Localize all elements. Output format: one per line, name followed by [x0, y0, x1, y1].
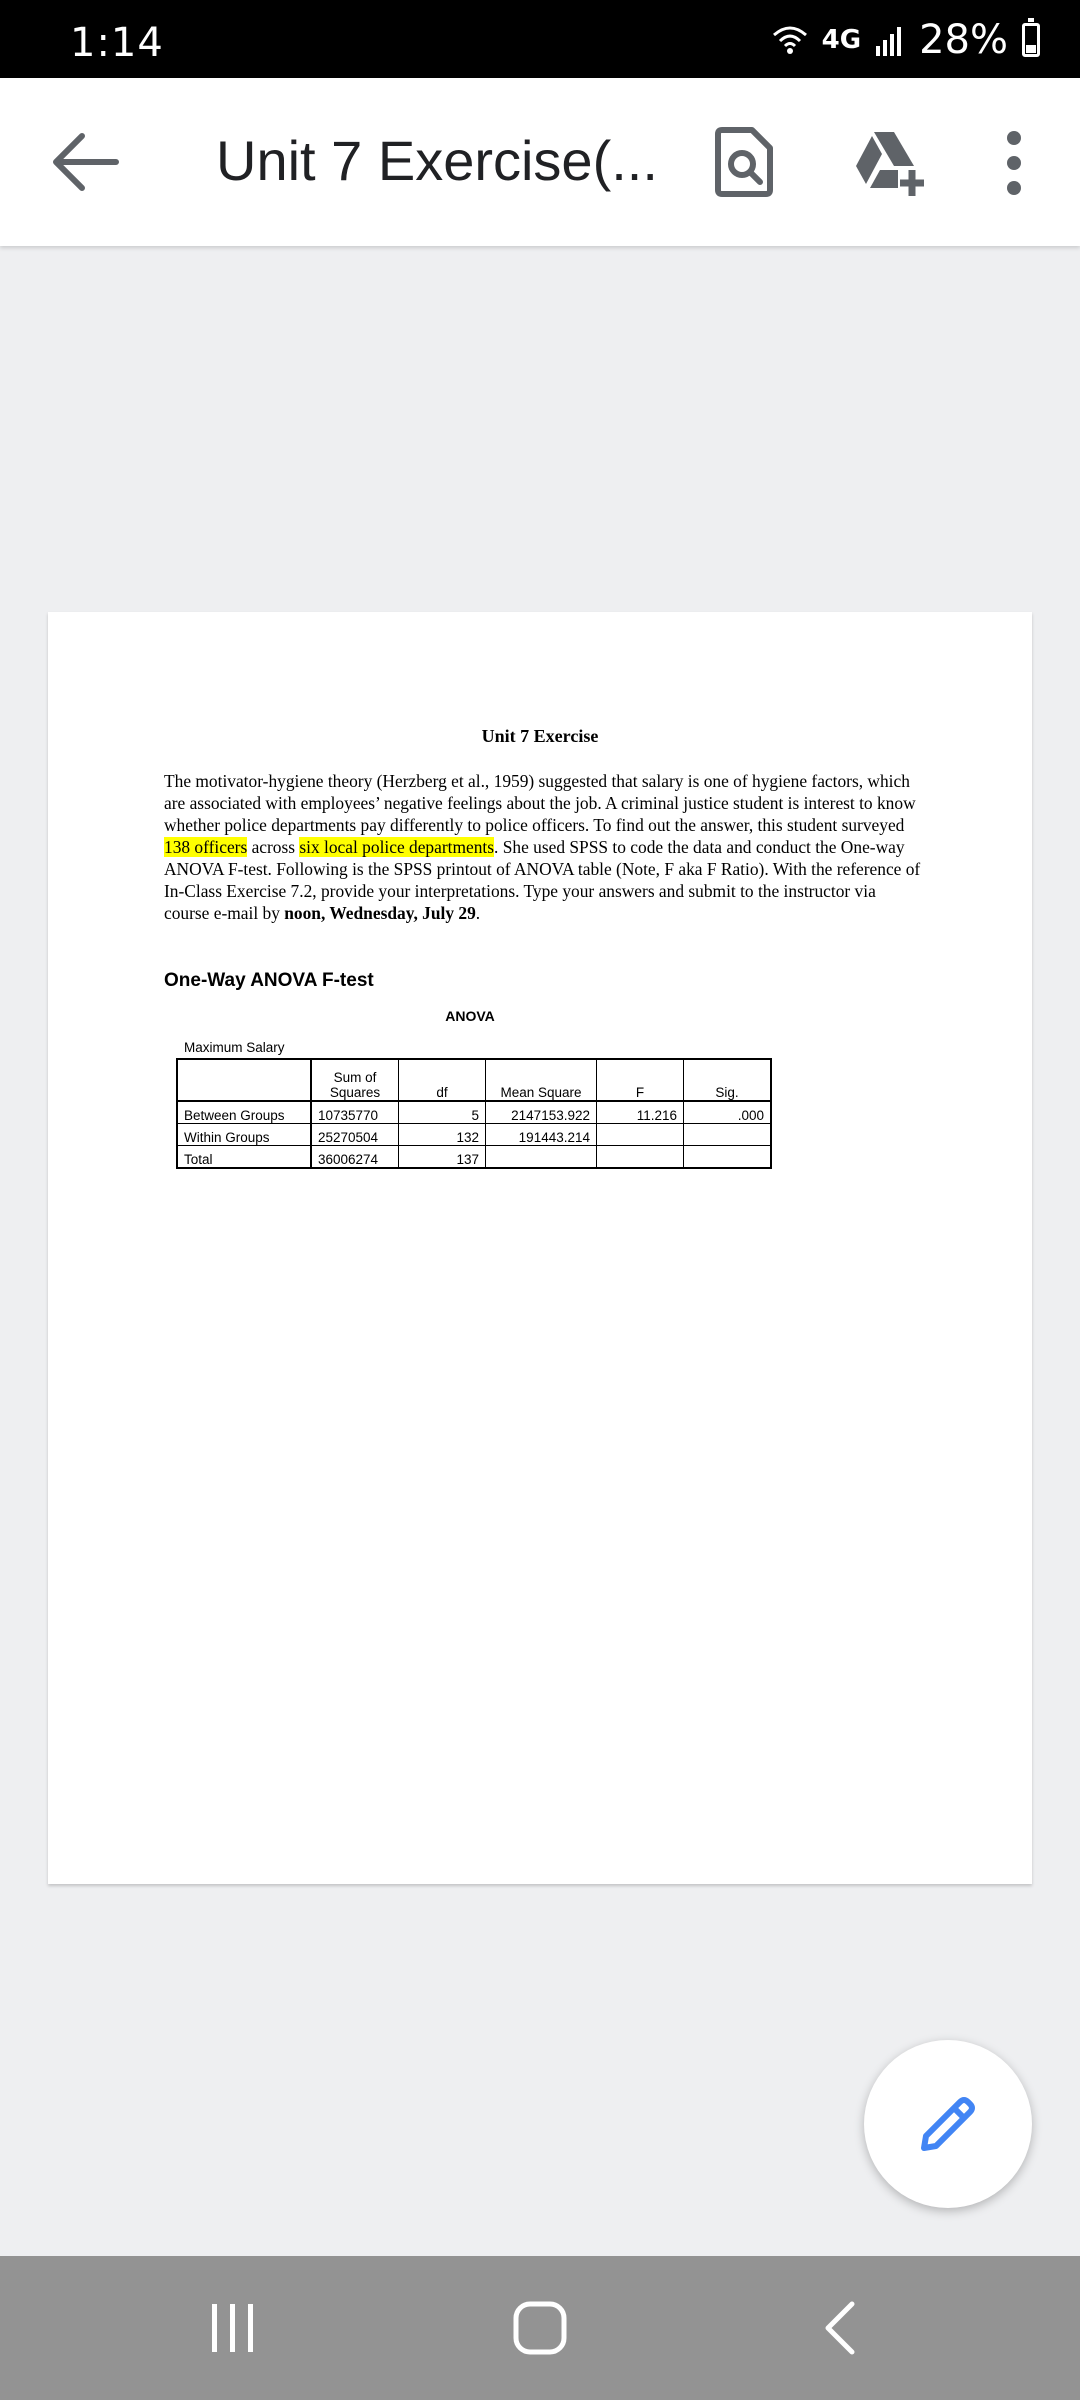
status-time: 1:14 — [70, 20, 164, 66]
document-paragraph — [164, 770, 924, 924]
table-header-cell: df — [399, 1059, 486, 1101]
paragraph-text: . She used SPSS to code the data and conduct the One-way ANOVA F-test. Following is the SPSS printout of ANOVA table (Note, F aka F Ratio). With the reference of In-Class Exercise 7.2, provide your interpretations. Type your answers and submit to the instructor via course e-mail by — [164, 837, 921, 923]
anova-table — [176, 1058, 772, 1169]
section-heading: One-Way ANOVA F-test — [164, 970, 374, 991]
table-header-cell: Sum of Squares — [311, 1059, 399, 1101]
table-cell: 10735770 — [311, 1101, 399, 1124]
table-row — [177, 1124, 771, 1146]
find-in-page-icon[interactable] — [712, 126, 776, 198]
table-row — [177, 1101, 771, 1124]
table-cell: 191443.214 — [486, 1124, 597, 1146]
table-header-cell: Mean Square — [486, 1059, 597, 1101]
table-cell — [486, 1146, 597, 1169]
table-cell: 25270504 — [311, 1124, 399, 1146]
highlighted-text: six local police departments — [299, 837, 495, 857]
table-header-row — [177, 1059, 771, 1101]
anova-title: ANOVA — [445, 1008, 495, 1024]
table-row — [177, 1146, 771, 1169]
back-icon[interactable] — [820, 2300, 860, 2356]
table-cell: Total — [177, 1146, 311, 1169]
table-cell: 5 — [399, 1101, 486, 1124]
table-cell — [597, 1146, 684, 1169]
app-bar — [0, 78, 1080, 246]
table-cell: 137 — [399, 1146, 486, 1169]
table-cell — [597, 1124, 684, 1146]
recents-icon[interactable] — [208, 2300, 258, 2356]
home-icon[interactable] — [512, 2300, 568, 2356]
edit-fab-button[interactable] — [864, 2040, 1032, 2208]
table-cell: 36006274 — [311, 1146, 399, 1169]
document-page[interactable] — [48, 612, 1032, 1884]
highlighted-text: 138 officers — [164, 837, 248, 857]
system-nav-bar — [0, 2256, 1080, 2400]
table-cell: 2147153.922 — [486, 1101, 597, 1124]
table-cell: .000 — [684, 1101, 772, 1124]
pencil-icon — [916, 2092, 980, 2156]
document-heading: Unit 7 Exercise — [481, 726, 599, 746]
signal-icon — [875, 24, 905, 56]
document-title: Unit 7 Exercise(... — [216, 129, 658, 192]
deadline-text: noon, Wednesday, July 29 — [284, 903, 476, 923]
status-bar — [0, 0, 1080, 78]
wifi-icon — [772, 23, 808, 57]
drive-add-icon[interactable] — [852, 128, 924, 196]
network-type: 4G — [821, 25, 862, 55]
table-header-cell: F — [597, 1059, 684, 1101]
more-vert-icon[interactable] — [994, 128, 1034, 198]
battery-icon — [1022, 23, 1040, 57]
battery-percent: 28% — [919, 17, 1008, 63]
table-cell: 11.216 — [597, 1101, 684, 1124]
paragraph-text: The motivator-hygiene theory (Herzberg et al., 1959) suggested that salary is one of hygiene factors, which are associated with employees’ negative feelings about the job. A criminal justice student is interest to know whether police departments pay differently to police officers. To find out the answer, this student surveyed — [164, 771, 916, 835]
back-arrow-icon[interactable] — [50, 130, 120, 194]
table-cell: Within Groups — [177, 1124, 311, 1146]
table-cell — [684, 1146, 772, 1169]
status-indicators — [772, 14, 1040, 66]
dependent-variable-label: Maximum Salary — [184, 1040, 285, 1055]
table-header-cell — [177, 1059, 311, 1101]
table-cell — [684, 1124, 772, 1146]
paragraph-text: across — [247, 837, 300, 857]
paragraph-text: . — [475, 903, 481, 923]
table-cell: Between Groups — [177, 1101, 311, 1124]
table-header-cell: Sig. — [684, 1059, 772, 1101]
table-cell: 132 — [399, 1124, 486, 1146]
